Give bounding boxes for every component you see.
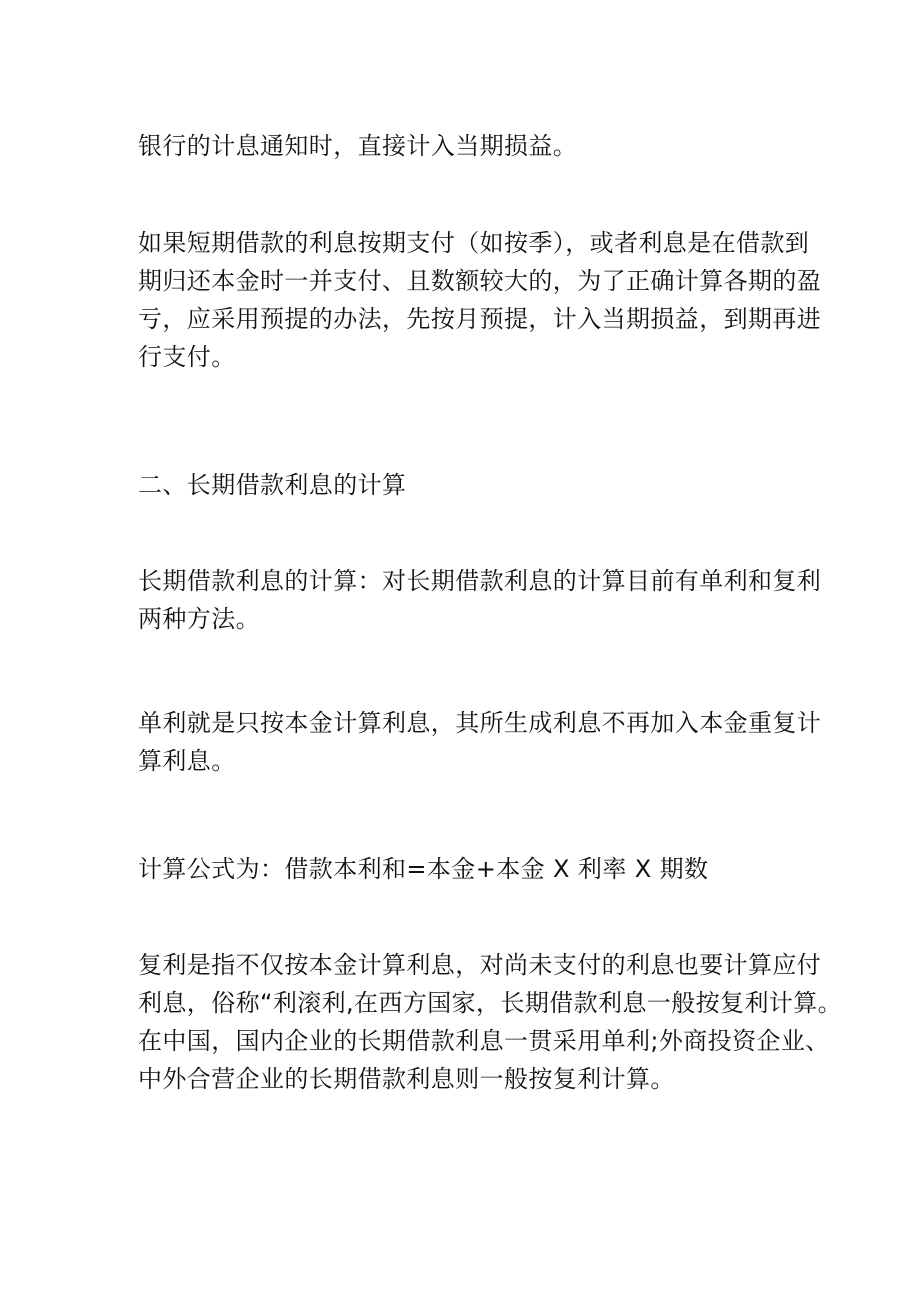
text-line: 中外合营企业的长期借款利息则一般按复利计算。 bbox=[138, 1065, 675, 1093]
text-line: 如果短期借款的利息按期支付（如按季），或者利息是在借款到 bbox=[138, 229, 810, 257]
text-line: 利息，俗称“利滚利,在西方国家，长期借款利息一般按复利计算。 bbox=[138, 989, 843, 1017]
paragraph-compound-interest bbox=[138, 946, 843, 1098]
section-heading-long-term-interest bbox=[138, 466, 798, 504]
text-line: 在中国，国内企业的长期借款利息一贯采用单利;外商投资企业、 bbox=[138, 1027, 830, 1055]
paragraph-formula bbox=[138, 850, 798, 888]
text-line: 算利息。 bbox=[138, 747, 236, 775]
text-line: 银行的计息通知时，直接计入当期损益。 bbox=[138, 132, 578, 160]
text-line: 期归还本金时一并支付、且数额较大的，为了正确计算各期的盈 bbox=[138, 267, 822, 295]
paragraph-calculation-methods bbox=[138, 562, 822, 638]
text-line: 行支付。 bbox=[138, 343, 236, 371]
text-line: 亏，应采用预提的办法，先按月预提，计入当期损益，到期再进 bbox=[138, 305, 822, 333]
paragraph-bank-notice bbox=[138, 127, 798, 165]
text-line: 单利就是只按本金计算利息，其所生成利息不再加入本金重复计 bbox=[138, 709, 822, 737]
text-line: 两种方法。 bbox=[138, 605, 260, 633]
text-line: 计算公式为：借款本利和=本金+本金 X 利率 X 期数 bbox=[138, 855, 709, 883]
paragraph-short-term-interest bbox=[138, 224, 822, 376]
paragraph-simple-interest bbox=[138, 704, 822, 780]
text-line: 复利是指不仅按本金计算利息，对尚未支付的利息也要计算应付 bbox=[138, 951, 822, 979]
text-line: 长期借款利息的计算：对长期借款利息的计算目前有单利和复利 bbox=[138, 567, 822, 595]
text-line: 二、长期借款利息的计算 bbox=[138, 471, 407, 499]
